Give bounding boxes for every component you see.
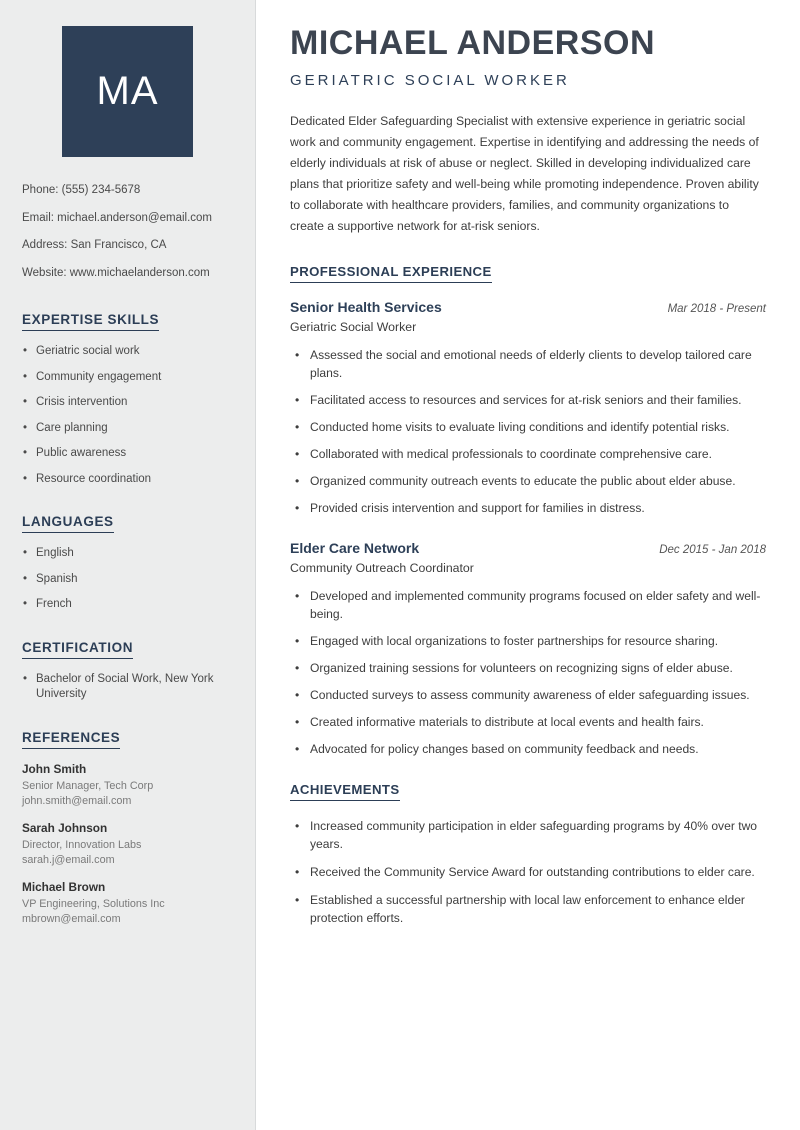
avatar-container xyxy=(22,26,233,157)
list-item: • English xyxy=(22,546,233,562)
list-item: • Increased community participation in elder safeguarding programs by 40% over two years. xyxy=(290,817,766,853)
expertise-skills-heading: EXPERTISE SKILLS xyxy=(22,312,159,331)
languages-section xyxy=(22,513,233,613)
professional-experience-heading: PROFESSIONAL EXPERIENCE xyxy=(290,264,492,283)
list-item: • Assessed the social and emotional needs of elderly clients to develop tailored care plans. xyxy=(290,346,766,382)
experience-dates: Mar 2018 - Present xyxy=(667,302,766,315)
list-item: • Care planning xyxy=(22,421,233,437)
list-item: • Public awareness xyxy=(22,446,233,462)
languages-list xyxy=(22,546,233,613)
contact-list xyxy=(22,183,233,281)
main-content xyxy=(256,0,800,1130)
contact-address: Address: San Francisco, CA xyxy=(22,239,167,252)
reference-name: Sarah Johnson xyxy=(22,820,108,835)
experience-entry xyxy=(290,540,766,759)
references-section xyxy=(22,729,233,925)
list-item: • Resource coordination xyxy=(22,472,233,488)
contact-email: Email: michael.anderson@email.com xyxy=(22,211,212,224)
list-item: • Facilitated access to resources and services for at-risk seniors and their families. xyxy=(290,391,766,409)
expertise-skills-section xyxy=(22,311,233,487)
experience-dates: Dec 2015 - Jan 2018 xyxy=(659,543,766,556)
list-item xyxy=(22,821,233,866)
experience-entry xyxy=(290,299,766,518)
expertise-skills-list xyxy=(22,344,233,487)
reference-email: john.smith@email.com xyxy=(22,794,132,807)
reference-name: John Smith xyxy=(22,761,87,776)
languages-heading: LANGUAGES xyxy=(22,514,114,533)
list-item: • Geriatric social work xyxy=(22,344,233,360)
list-item: • Conducted surveys to assess community awareness of elder safeguarding issues. xyxy=(290,686,766,704)
list-item: • French xyxy=(22,597,233,613)
achievements-section xyxy=(290,781,766,928)
list-item: • Advocated for policy changes based on community feedback and needs. xyxy=(290,740,766,758)
reference-role: Senior Manager, Tech Corp xyxy=(22,779,154,792)
professional-experience-section xyxy=(290,263,766,759)
experience-task-list xyxy=(290,346,766,518)
reference-role: Director, Innovation Labs xyxy=(22,838,142,851)
list-item: • Developed and implemented community programs focused on elder safety and well-being. xyxy=(290,587,766,623)
reference-role: VP Engineering, Solutions Inc xyxy=(22,897,165,910)
list-item xyxy=(22,880,233,925)
experience-header xyxy=(290,299,766,315)
list-item: • Community engagement xyxy=(22,370,233,386)
certification-list xyxy=(22,672,233,703)
list-item: • Bachelor of Social Work, New York University xyxy=(22,672,233,703)
list-item: • Received the Community Service Award for outstanding contributions to elder care. xyxy=(290,863,766,881)
page-title: MICHAEL ANDERSON xyxy=(290,24,656,62)
list-item: • Established a successful partnership with local law enforcement to enhance elder protection efforts. xyxy=(290,891,766,927)
certification-section xyxy=(22,639,233,703)
experience-task-list xyxy=(290,587,766,759)
experience-role: Community Outreach Coordinator xyxy=(290,560,474,575)
profile-summary: Dedicated Elder Safeguarding Specialist with extensive experience in geriatric social work and community engagement. Expertise in identifying and addressing the needs of elderly individuals at risk of abuse or neglect. Skilled in developing individualized care plans that prioritize safety and well-being while promoting independence. Proven ability to collaborate with healthcare providers, families, and community organizations to create a supportive network for at-risk seniors. xyxy=(290,113,759,233)
experience-role: Geriatric Social Worker xyxy=(290,319,417,334)
reference-email: sarah.j@email.com xyxy=(22,853,115,866)
certification-heading: CERTIFICATION xyxy=(22,640,133,659)
achievements-list xyxy=(290,817,766,928)
list-item: • Provided crisis intervention and support for families in distress. xyxy=(290,499,766,517)
reference-name: Michael Brown xyxy=(22,879,106,894)
list-item: • Conducted home visits to evaluate living conditions and identify potential risks. xyxy=(290,418,766,436)
list-item: • Organized community outreach events to educate the public about elder abuse. xyxy=(290,472,766,490)
list-item: • Spanish xyxy=(22,572,233,588)
list-item: • Collaborated with medical professionals to coordinate comprehensive care. xyxy=(290,445,766,463)
sidebar xyxy=(0,0,256,1130)
references-heading: REFERENCES xyxy=(22,730,120,749)
reference-email: mbrown@email.com xyxy=(22,912,121,925)
experience-header xyxy=(290,540,766,556)
contact-phone: Phone: (555) 234-5678 xyxy=(22,184,141,196)
experience-company: Elder Care Network xyxy=(290,539,420,556)
list-item: • Organized training sessions for volunteers on recognizing signs of elder abuse. xyxy=(290,659,766,677)
contact-website: Website: www.michaelanderson.com xyxy=(22,266,210,279)
job-title: GERIATRIC SOCIAL WORKER xyxy=(290,71,570,89)
achievements-heading: ACHIEVEMENTS xyxy=(290,782,400,801)
list-item: • Created informative materials to distribute at local events and health fairs. xyxy=(290,713,766,731)
experience-company: Senior Health Services xyxy=(290,298,442,315)
avatar: MA xyxy=(62,26,193,157)
list-item xyxy=(22,762,233,807)
list-item: • Engaged with local organizations to foster partnerships for resource sharing. xyxy=(290,632,766,650)
list-item: • Crisis intervention xyxy=(22,395,233,411)
